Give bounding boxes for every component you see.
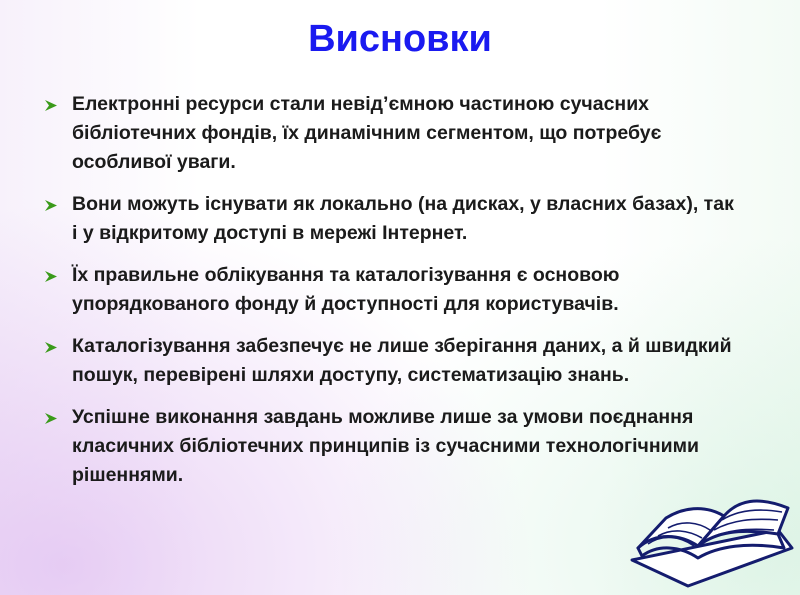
bullet-item xyxy=(40,403,740,490)
bullet-text: Успішне виконання завдань можливе лише за умови поєднання класичних бібліотечних принципів із сучасними технологічними рішеннями. xyxy=(72,406,700,486)
arrow-bullet-icon xyxy=(44,270,58,283)
arrow-bullet-icon xyxy=(44,412,58,425)
bullet-item xyxy=(40,190,740,248)
bullet-text: Вони можуть існувати як локально (на дисках, у власних базах), так і у відкритому доступі в мережі Інтернет. xyxy=(72,193,734,244)
open-book-icon xyxy=(628,488,796,592)
arrow-bullet-icon xyxy=(44,341,58,354)
bullet-text: Електронні ресурси стали невід’ємною частиною сучасних бібліотечних фондів, їх динамічним сегментом, що потребує особливої уваги. xyxy=(72,93,662,173)
bullet-item xyxy=(40,261,740,319)
bullet-list xyxy=(40,90,740,503)
bullet-item xyxy=(40,90,740,177)
bullet-item xyxy=(40,332,740,390)
arrow-bullet-icon xyxy=(44,199,58,212)
bullet-text: Каталогізування забезпечує не лише зберігання даних, а й швидкий пошук, перевірені шляхи доступу, систематизацію знань. xyxy=(72,335,732,386)
slide-title: Висновки xyxy=(308,18,492,60)
arrow-bullet-icon xyxy=(44,99,58,112)
bullet-text: Їх правильне облікування та каталогізування є основою упорядкованого фонду й доступності для користувачів. xyxy=(72,264,620,315)
